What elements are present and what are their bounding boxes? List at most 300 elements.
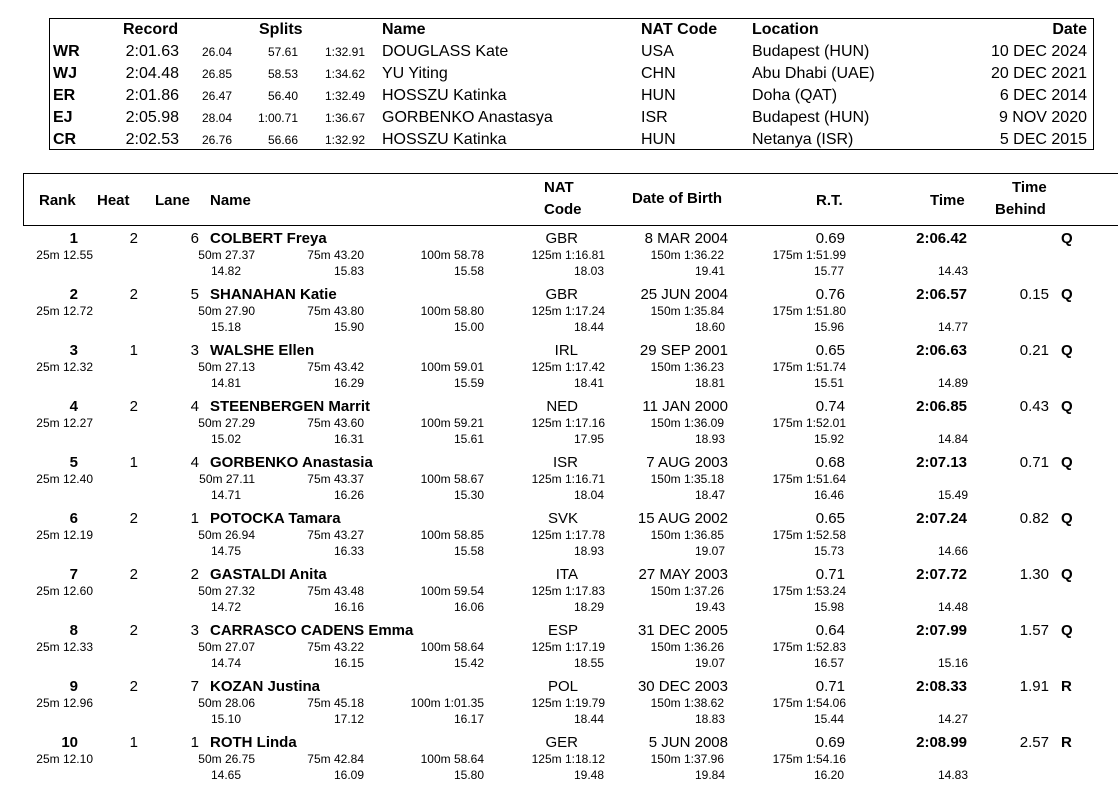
athlete-c150: 150m 1:37.96: [650, 752, 724, 766]
athlete-name: GORBENKO Anastasia: [210, 454, 373, 471]
athlete-c150: 150m 1:35.84: [650, 304, 724, 318]
athlete-p50: 14.72: [210, 600, 241, 614]
athlete-p200: 14.83: [937, 768, 968, 782]
athlete-c75: 75m 43.48: [307, 584, 364, 598]
record-row: [50, 63, 1093, 85]
athlete-q: R: [1061, 678, 1072, 695]
athlete-c25: 25m 12.55: [36, 248, 93, 262]
record-date: 5 DEC 2015: [999, 131, 1087, 148]
athlete-p100: 15.30: [453, 488, 484, 502]
athlete-nat: POL: [547, 678, 578, 695]
athlete-rank: 6: [69, 510, 78, 527]
athlete-rt: 0.71: [815, 566, 845, 583]
record-time: 2:04.48: [125, 65, 179, 82]
athlete-c75: 75m 43.37: [307, 472, 364, 486]
athlete-p100: 15.59: [453, 376, 484, 390]
record-location: Abu Dhabi (UAE): [752, 65, 875, 82]
record-nat: USA: [641, 43, 674, 60]
athlete-c75: 75m 42.84: [307, 752, 364, 766]
athlete-lane: 5: [190, 286, 199, 303]
result-row: [0, 454, 1118, 510]
athlete-c25: 25m 12.40: [36, 472, 93, 486]
athlete-q: R: [1061, 734, 1072, 751]
athlete-c150: 150m 1:37.26: [650, 584, 724, 598]
record-nat: ISR: [641, 109, 668, 126]
athlete-q: Q: [1061, 342, 1073, 359]
athlete-lane: 2: [190, 566, 199, 583]
athlete-c25: 25m 12.19: [36, 528, 93, 542]
athlete-c25: 25m 12.33: [36, 640, 93, 654]
athlete-p75: 16.31: [333, 432, 364, 446]
athlete-p75: 16.09: [333, 768, 364, 782]
athlete-c150: 150m 1:36.22: [650, 248, 724, 262]
athlete-c25: 25m 12.72: [36, 304, 93, 318]
athlete-p200: 14.48: [937, 600, 968, 614]
record-location: Netanya (ISR): [752, 131, 854, 148]
athlete-heat: 2: [129, 398, 138, 415]
record-time: 2:02.53: [125, 131, 179, 148]
name-col-header: Name: [210, 192, 251, 209]
record-date: 9 NOV 2020: [998, 109, 1087, 126]
athlete-nat: GER: [545, 734, 578, 751]
athlete-c75: 75m 43.27: [307, 528, 364, 542]
athlete-p150: 19.07: [694, 656, 725, 670]
athlete-lane: 7: [190, 678, 199, 695]
athlete-dob: 31 DEC 2005: [637, 622, 728, 639]
athlete-c125: 125m 1:17.42: [531, 360, 605, 374]
athlete-time: 2:07.99: [916, 622, 967, 639]
athlete-name: POTOCKA Tamara: [210, 510, 341, 527]
athlete-p150: 19.84: [694, 768, 725, 782]
athlete-c175: 175m 1:52.83: [772, 640, 846, 654]
athlete-p175: 15.77: [813, 264, 844, 278]
athlete-p175: 15.44: [813, 712, 844, 726]
athlete-p75: 16.15: [333, 656, 364, 670]
athlete-p125: 19.48: [573, 768, 604, 782]
record-s3: 1:32.49: [324, 89, 365, 103]
athlete-behind: 0.21: [1019, 342, 1049, 359]
record-code: WJ: [53, 65, 77, 82]
athlete-c150: 150m 1:36.23: [650, 360, 724, 374]
record-name: HOSSZU Katinka: [382, 87, 507, 104]
athlete-nat: ESP: [547, 622, 578, 639]
athlete-behind: 0.82: [1019, 510, 1049, 527]
athlete-p75: 17.12: [333, 712, 364, 726]
athlete-p175: 15.98: [813, 600, 844, 614]
athlete-rt: 0.64: [815, 622, 845, 639]
athlete-c50: 50m 26.75: [198, 752, 255, 766]
athlete-p75: 16.26: [333, 488, 364, 502]
record-name: YU Yiting: [382, 65, 448, 82]
athlete-c175: 175m 1:51.99: [772, 248, 846, 262]
athlete-name: SHANAHAN Katie: [210, 286, 337, 303]
athlete-c75: 75m 43.80: [307, 304, 364, 318]
athlete-nat: GBR: [545, 286, 578, 303]
athlete-heat: 2: [129, 286, 138, 303]
athlete-c100: 100m 58.85: [420, 528, 484, 542]
athlete-dob: 5 JUN 2008: [648, 734, 728, 751]
athlete-c50: 50m 27.13: [198, 360, 255, 374]
record-row: [50, 85, 1093, 107]
athlete-dob: 30 DEC 2003: [637, 678, 728, 695]
athlete-c125: 125m 1:17.78: [531, 528, 605, 542]
record-s3: 1:34.62: [324, 67, 365, 81]
athlete-name: WALSHE Ellen: [210, 342, 315, 359]
record-s1: 28.04: [201, 111, 232, 125]
record-s1: 26.04: [201, 45, 232, 59]
code-col-header: Code: [544, 201, 582, 218]
athlete-c125: 125m 1:17.16: [531, 416, 605, 430]
athlete-q: Q: [1061, 566, 1073, 583]
date-col-header: Date: [1052, 21, 1087, 38]
athlete-name: STEENBERGEN Marrit: [210, 398, 371, 415]
record-code: CR: [53, 131, 77, 148]
athlete-rt: 0.65: [815, 342, 845, 359]
athlete-c125: 125m 1:17.19: [531, 640, 605, 654]
athlete-dob: 27 MAY 2003: [638, 566, 728, 583]
behind-col-header: Behind: [995, 201, 1046, 218]
athlete-c50: 50m 27.11: [199, 472, 255, 486]
athlete-c25: 25m 12.32: [36, 360, 93, 374]
athlete-rt: 0.69: [815, 230, 845, 247]
athlete-c175: 175m 1:51.64: [772, 472, 846, 486]
athlete-c125: 125m 1:18.12: [531, 752, 605, 766]
athlete-p175: 16.20: [813, 768, 844, 782]
athlete-p150: 18.60: [694, 320, 725, 334]
athlete-p75: 16.33: [333, 544, 364, 558]
athlete-p150: 19.43: [694, 600, 725, 614]
athlete-c150: 150m 1:36.09: [650, 416, 724, 430]
record-location: Budapest (HUN): [752, 43, 870, 60]
athlete-p150: 18.47: [694, 488, 725, 502]
record-location: Budapest (HUN): [752, 109, 870, 126]
athlete-c75: 75m 43.20: [307, 248, 364, 262]
athlete-p100: 15.58: [453, 544, 484, 558]
athlete-c50: 50m 26.94: [198, 528, 255, 542]
nat-col-header: NAT Code: [641, 21, 718, 38]
athlete-lane: 1: [190, 734, 199, 751]
athlete-c50: 50m 28.06: [198, 696, 255, 710]
athlete-p125: 18.41: [573, 376, 604, 390]
athlete-rt: 0.68: [815, 454, 845, 471]
rt-col-header: R.T.: [816, 192, 843, 209]
athlete-q: Q: [1061, 622, 1073, 639]
athlete-rank: 3: [69, 342, 78, 359]
athlete-c100: 100m 58.64: [420, 752, 484, 766]
athlete-p200: 14.27: [937, 712, 968, 726]
record-s2: 57.61: [267, 45, 298, 59]
athlete-p200: 14.66: [937, 544, 968, 558]
athlete-c50: 50m 27.07: [198, 640, 255, 654]
result-row: [0, 230, 1118, 286]
rank-col-header: Rank: [39, 192, 76, 209]
athlete-heat: 1: [129, 454, 138, 471]
athlete-p125: 18.03: [573, 264, 604, 278]
athlete-c75: 75m 45.18: [307, 696, 364, 710]
athlete-p50: 14.71: [210, 488, 241, 502]
athlete-p125: 18.55: [573, 656, 604, 670]
athlete-name: CARRASCO CADENS Emma: [210, 622, 414, 639]
athlete-lane: 1: [190, 510, 199, 527]
record-nat: CHN: [641, 65, 676, 82]
athlete-behind: 1.57: [1019, 622, 1049, 639]
record-date: 20 DEC 2021: [990, 65, 1087, 82]
athlete-p175: 15.51: [813, 376, 844, 390]
athlete-behind: 1.30: [1019, 566, 1049, 583]
athlete-c175: 175m 1:54.16: [772, 752, 846, 766]
record-name: HOSSZU Katinka: [382, 131, 507, 148]
athlete-dob: 8 MAR 2004: [644, 230, 728, 247]
record-date: 10 DEC 2024: [990, 43, 1087, 60]
athlete-time: 2:06.63: [916, 342, 967, 359]
athlete-time: 2:06.85: [916, 398, 967, 415]
record-s3: 1:32.92: [324, 133, 365, 147]
athlete-time: 2:08.33: [916, 678, 967, 695]
athlete-p125: 18.29: [573, 600, 604, 614]
athlete-nat: ITA: [555, 566, 578, 583]
result-row: [0, 510, 1118, 566]
athlete-p200: 14.43: [937, 264, 968, 278]
athlete-name: GASTALDI Anita: [210, 566, 327, 583]
athlete-c50: 50m 27.37: [198, 248, 255, 262]
athlete-c175: 175m 1:52.58: [772, 528, 846, 542]
athlete-p75: 15.90: [333, 320, 364, 334]
athlete-c100: 100m 58.64: [420, 640, 484, 654]
athlete-c125: 125m 1:19.79: [531, 696, 605, 710]
athlete-c100: 100m 1:01.35: [410, 696, 484, 710]
athlete-c100: 100m 59.54: [420, 584, 484, 598]
athlete-heat: 2: [129, 622, 138, 639]
athlete-q: Q: [1061, 230, 1073, 247]
record-s1: 26.47: [201, 89, 232, 103]
athlete-nat: IRL: [554, 342, 578, 359]
athlete-p125: 18.93: [573, 544, 604, 558]
athlete-p150: 19.41: [694, 264, 725, 278]
athlete-p50: 15.02: [210, 432, 241, 446]
nat-col-header: NAT: [544, 179, 574, 196]
athlete-heat: 1: [129, 342, 138, 359]
athlete-c125: 125m 1:17.83: [531, 584, 605, 598]
record-row: [50, 129, 1093, 151]
athlete-dob: 15 AUG 2002: [637, 510, 728, 527]
athlete-p100: 15.61: [453, 432, 484, 446]
athlete-p100: 15.58: [453, 264, 484, 278]
result-row: [0, 734, 1118, 790]
athlete-rank: 8: [69, 622, 78, 639]
record-s2: 58.53: [267, 67, 298, 81]
athlete-p50: 14.82: [210, 264, 241, 278]
athlete-c125: 125m 1:16.71: [531, 472, 605, 486]
athlete-p100: 16.06: [453, 600, 484, 614]
athlete-p200: 15.16: [937, 656, 968, 670]
record-s2: 1:00.71: [257, 111, 298, 125]
record-code: ER: [53, 87, 76, 104]
record-code: EJ: [53, 109, 73, 126]
result-row: [0, 286, 1118, 342]
heat-col-header: Heat: [97, 192, 130, 209]
athlete-nat: GBR: [545, 230, 578, 247]
athlete-behind: 0.15: [1019, 286, 1049, 303]
record-date: 6 DEC 2014: [999, 87, 1087, 104]
athlete-rank: 5: [69, 454, 78, 471]
athlete-p125: 18.44: [573, 712, 604, 726]
athlete-p175: 15.73: [813, 544, 844, 558]
athlete-p125: 18.44: [573, 320, 604, 334]
record-s2: 56.66: [267, 133, 298, 147]
record-col-header: Record: [123, 21, 179, 38]
athlete-rank: 10: [61, 734, 78, 751]
result-row: [0, 678, 1118, 734]
results-header: [23, 173, 1118, 226]
records-table: [49, 18, 1094, 150]
athlete-heat: 2: [129, 678, 138, 695]
athlete-c175: 175m 1:51.80: [772, 304, 846, 318]
athlete-rt: 0.71: [815, 678, 845, 695]
athlete-p75: 16.29: [333, 376, 364, 390]
record-s3: 1:32.91: [324, 45, 365, 59]
athlete-c75: 75m 43.22: [307, 640, 364, 654]
athlete-name: ROTH Linda: [210, 734, 297, 751]
athlete-p200: 14.89: [937, 376, 968, 390]
result-row: [0, 566, 1118, 622]
athlete-heat: 2: [129, 510, 138, 527]
athlete-time: 2:07.72: [916, 566, 967, 583]
athlete-heat: 1: [129, 734, 138, 751]
record-time: 2:01.86: [125, 87, 179, 104]
athlete-p175: 16.57: [813, 656, 844, 670]
athlete-p100: 16.17: [453, 712, 484, 726]
athlete-c50: 50m 27.90: [198, 304, 255, 318]
athlete-c150: 150m 1:38.62: [650, 696, 724, 710]
athlete-p175: 15.96: [813, 320, 844, 334]
athlete-rt: 0.74: [815, 398, 845, 415]
athlete-p200: 15.49: [937, 488, 968, 502]
athlete-c150: 150m 1:36.26: [650, 640, 724, 654]
result-row: [0, 622, 1118, 678]
athlete-p125: 17.95: [573, 432, 604, 446]
athlete-p150: 18.81: [694, 376, 725, 390]
athlete-c175: 175m 1:53.24: [772, 584, 846, 598]
athlete-behind: 1.91: [1019, 678, 1049, 695]
athlete-p75: 16.16: [333, 600, 364, 614]
athlete-rank: 2: [69, 286, 78, 303]
athlete-lane: 3: [190, 622, 199, 639]
athlete-q: Q: [1061, 510, 1073, 527]
athlete-c25: 25m 12.10: [36, 752, 93, 766]
athlete-dob: 11 JAN 2000: [642, 398, 728, 415]
athlete-p150: 18.93: [694, 432, 725, 446]
athlete-name: KOZAN Justina: [210, 678, 321, 695]
time-col-header: Time: [930, 192, 965, 209]
athlete-p50: 15.10: [210, 712, 241, 726]
athlete-time: 2:07.24: [916, 510, 967, 527]
athlete-c150: 150m 1:35.18: [650, 472, 724, 486]
athlete-time: 2:06.42: [916, 230, 967, 247]
athlete-p200: 14.84: [937, 432, 968, 446]
athlete-p100: 15.00: [453, 320, 484, 334]
athlete-q: Q: [1061, 398, 1073, 415]
athlete-q: Q: [1061, 454, 1073, 471]
athlete-rt: 0.69: [815, 734, 845, 751]
record-name: DOUGLASS Kate: [382, 43, 509, 60]
athlete-p175: 15.92: [813, 432, 844, 446]
record-location: Doha (QAT): [752, 87, 838, 104]
athlete-nat: NED: [546, 398, 578, 415]
athlete-c175: 175m 1:52.01: [772, 416, 846, 430]
athlete-dob: 7 AUG 2003: [646, 454, 728, 471]
athlete-c25: 25m 12.60: [36, 584, 93, 598]
athlete-c100: 100m 59.01: [420, 360, 484, 374]
athlete-rank: 9: [69, 678, 78, 695]
athlete-lane: 3: [190, 342, 199, 359]
athlete-c150: 150m 1:36.85: [650, 528, 724, 542]
athlete-p100: 15.80: [453, 768, 484, 782]
athlete-lane: 4: [190, 454, 199, 471]
athlete-c100: 100m 59.21: [420, 416, 484, 430]
athlete-p50: 14.75: [210, 544, 241, 558]
record-row: [50, 41, 1093, 63]
athlete-c100: 100m 58.67: [420, 472, 484, 486]
athlete-p150: 18.83: [694, 712, 725, 726]
athlete-p125: 18.04: [573, 488, 604, 502]
athlete-c125: 125m 1:17.24: [531, 304, 605, 318]
record-nat: HUN: [641, 87, 676, 104]
athlete-c25: 25m 12.96: [36, 696, 93, 710]
athlete-c75: 75m 43.60: [307, 416, 364, 430]
athlete-behind: 0.71: [1019, 454, 1049, 471]
athlete-c75: 75m 43.42: [307, 360, 364, 374]
record-time: 2:05.98: [125, 109, 179, 126]
athlete-c100: 100m 58.78: [420, 248, 484, 262]
result-row: [0, 398, 1118, 454]
athlete-p150: 19.07: [694, 544, 725, 558]
record-time: 2:01.63: [125, 43, 179, 60]
athlete-time: 2:06.57: [916, 286, 967, 303]
athlete-p100: 15.42: [453, 656, 484, 670]
result-row: [0, 342, 1118, 398]
athlete-c175: 175m 1:54.06: [772, 696, 846, 710]
athlete-time: 2:08.99: [916, 734, 967, 751]
record-row: [50, 107, 1093, 129]
athlete-p50: 14.81: [210, 376, 241, 390]
lane-col-header: Lane: [155, 192, 191, 209]
record-s3: 1:36.67: [324, 111, 365, 125]
splits-col-header: Splits: [259, 21, 303, 38]
record-name: GORBENKO Anastasya: [382, 109, 553, 126]
record-s1: 26.76: [201, 133, 232, 147]
athlete-c25: 25m 12.27: [36, 416, 93, 430]
athlete-p75: 15.83: [333, 264, 364, 278]
athlete-p175: 16.46: [813, 488, 844, 502]
athlete-q: Q: [1061, 286, 1073, 303]
athlete-rank: 1: [69, 230, 78, 247]
dob-col-header: Date of Birth: [632, 190, 722, 207]
record-s1: 26.85: [201, 67, 232, 81]
athlete-lane: 4: [190, 398, 199, 415]
athlete-dob: 29 SEP 2001: [639, 342, 728, 359]
athlete-heat: 2: [129, 566, 138, 583]
athlete-nat: SVK: [547, 510, 578, 527]
athlete-rank: 4: [69, 398, 78, 415]
athlete-p50: 15.18: [210, 320, 241, 334]
athlete-nat: ISR: [552, 454, 578, 471]
time-behind-col-header: Time: [1012, 179, 1047, 196]
athlete-rt: 0.76: [815, 286, 845, 303]
athlete-heat: 2: [129, 230, 138, 247]
athlete-dob: 25 JUN 2004: [640, 286, 728, 303]
name-col-header: Name: [382, 21, 426, 38]
athlete-c100: 100m 58.80: [420, 304, 484, 318]
